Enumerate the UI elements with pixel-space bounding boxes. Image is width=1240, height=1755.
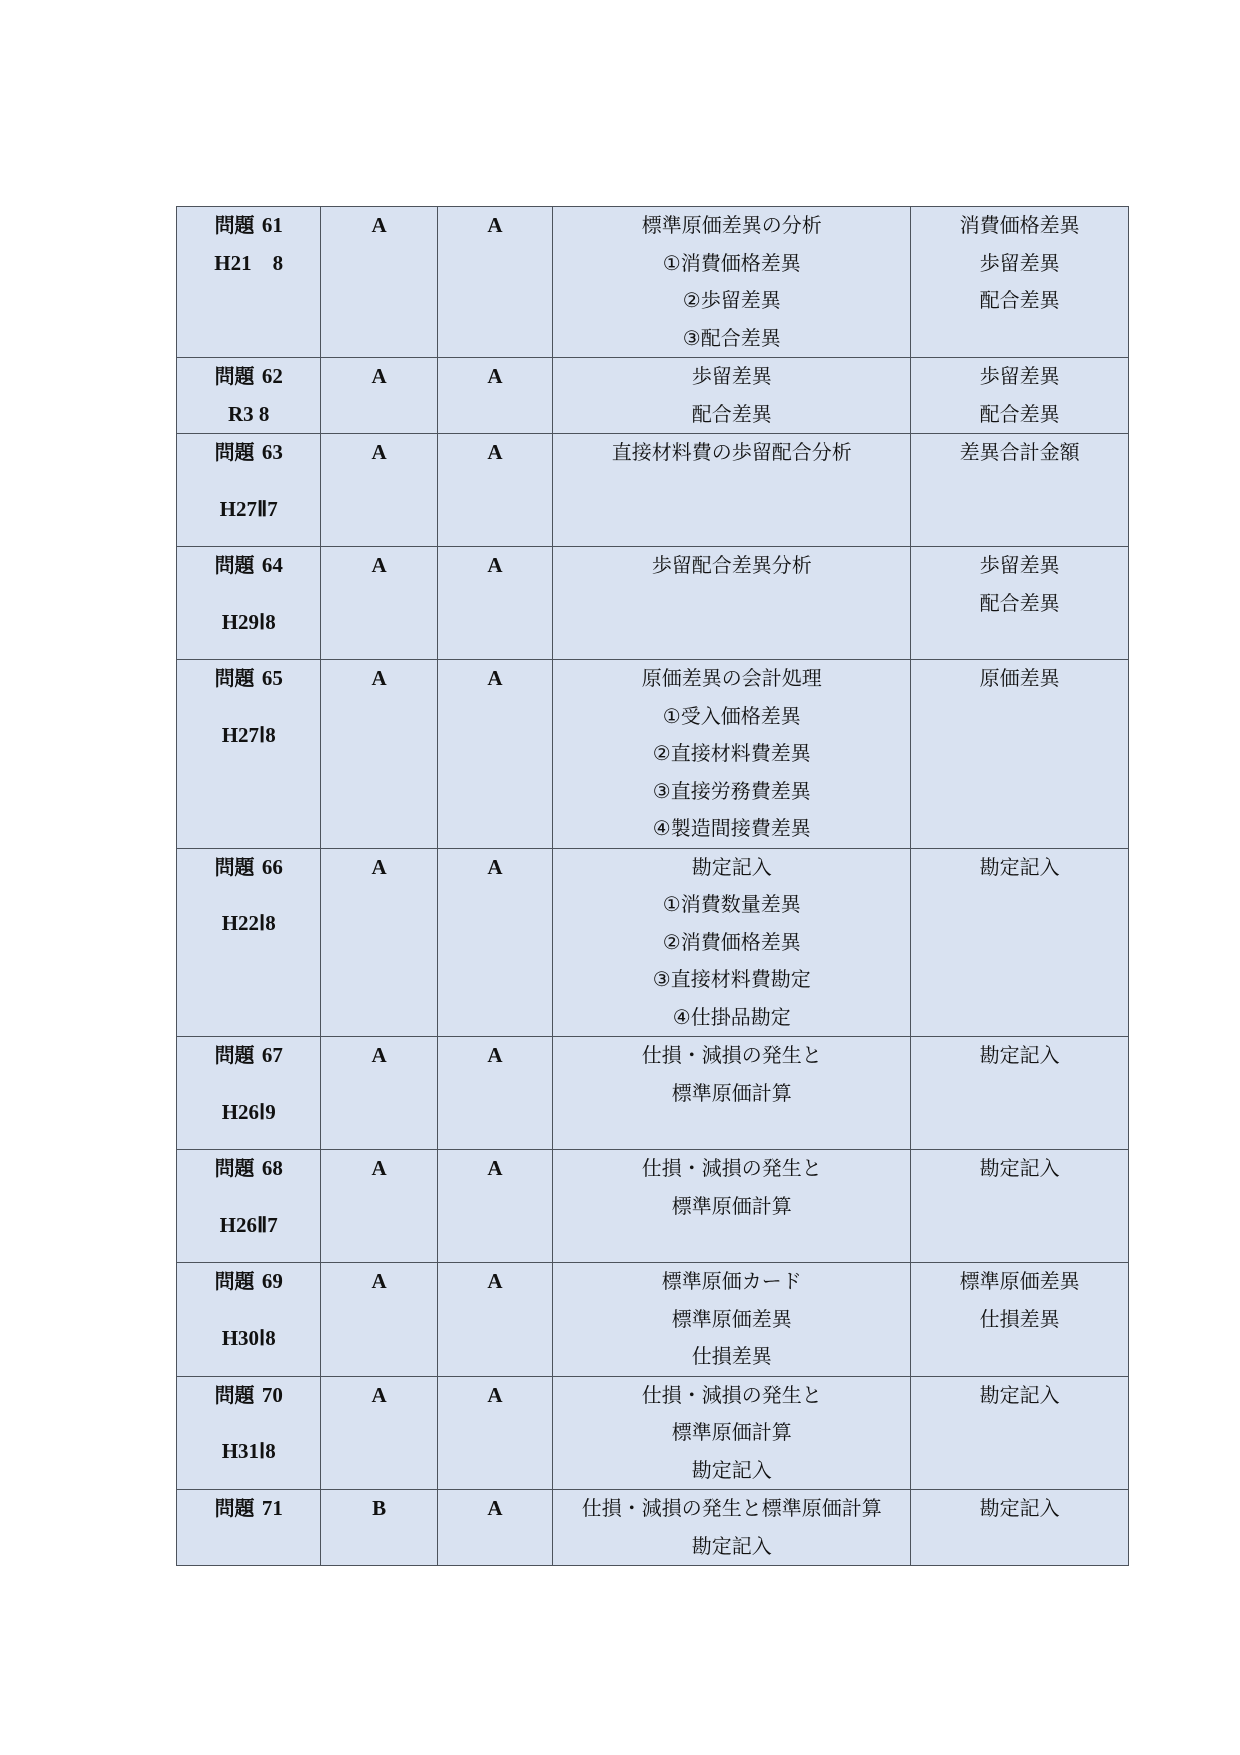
topic-line: 仕損・減損の発生と xyxy=(641,1156,822,1180)
table-row xyxy=(177,547,1129,660)
rank2-value: A xyxy=(487,1043,503,1067)
rank2-value: A xyxy=(487,364,503,388)
problem-label: 問題 xyxy=(214,1156,255,1180)
table-row xyxy=(177,1037,1129,1150)
rank2-value: A xyxy=(487,213,503,237)
answer-cell xyxy=(911,848,1129,1037)
topic-line: ②消費価格差異 xyxy=(662,929,801,954)
answer-cell xyxy=(911,547,1129,660)
answer-line: 勘定記入 xyxy=(979,1156,1060,1180)
rank2-cell xyxy=(437,1150,552,1263)
problem-id-cell xyxy=(177,207,321,358)
answer-line: 歩留差異 xyxy=(979,250,1060,275)
answer-cell xyxy=(911,1150,1129,1263)
problem-number xyxy=(177,660,320,698)
topic-line: 配合差異 xyxy=(691,401,772,426)
problem-label: 問題 xyxy=(214,213,255,237)
answer-line: 勘定記入 xyxy=(979,1496,1060,1520)
problem-source: H31Ⅰ8 xyxy=(221,1439,276,1463)
problem-number xyxy=(177,1150,320,1188)
topic-line: 標準原価差異の分析 xyxy=(641,213,822,237)
answer-line: 配合差異 xyxy=(979,590,1060,615)
rank1-value: A xyxy=(371,213,387,237)
topic-line: ③直接労務費差異 xyxy=(652,778,811,803)
rank2-value: A xyxy=(487,553,503,577)
rank2-cell xyxy=(437,1263,552,1377)
topic-line: 勘定記入 xyxy=(691,1533,772,1558)
answer-cell xyxy=(911,1490,1129,1566)
rank1-value: B xyxy=(372,1496,387,1520)
problem-id-cell xyxy=(177,1490,321,1566)
topic-line: 標準原価計算 xyxy=(671,1193,792,1218)
topic-cell xyxy=(553,547,911,660)
table-row xyxy=(177,434,1129,547)
problem-no: 70 xyxy=(261,1382,283,1407)
problem-number xyxy=(177,1037,320,1075)
rank2-cell xyxy=(437,1490,552,1566)
problem-number xyxy=(177,1377,320,1415)
rank1-value: A xyxy=(371,553,387,577)
topic-line: 勘定記入 xyxy=(691,854,772,879)
rank1-cell xyxy=(321,1490,437,1566)
answer-line: 勘定記入 xyxy=(979,1043,1060,1067)
answer-line: 勘定記入 xyxy=(979,1382,1060,1407)
problem-number xyxy=(177,1263,320,1301)
problem-id-cell xyxy=(177,547,321,660)
topic-cell xyxy=(553,434,911,547)
topic-line: 原価差異の会計処理 xyxy=(641,666,822,690)
problem-no: 67 xyxy=(261,1043,283,1067)
problem-number xyxy=(177,1490,320,1528)
problem-no: 64 xyxy=(261,553,283,577)
problem-no: 63 xyxy=(261,440,283,464)
rank1-value: A xyxy=(371,1156,387,1180)
topic-line: 標準原価計算 xyxy=(671,1420,792,1444)
topic-line: 仕損・減損の発生と xyxy=(641,1043,822,1067)
problem-source: H29Ⅰ8 xyxy=(221,609,276,634)
topic-cell xyxy=(553,1263,911,1377)
answer-cell xyxy=(911,358,1129,434)
problem-no: 69 xyxy=(261,1269,283,1293)
topic-line: 仕損差異 xyxy=(691,1344,772,1368)
topic-line: 仕損・減損の発生と標準原価計算 xyxy=(581,1496,882,1520)
topic-cell xyxy=(553,1490,911,1566)
problem-id-cell xyxy=(177,434,321,547)
rank1-cell xyxy=(321,1150,437,1263)
rank2-value: A xyxy=(487,1156,503,1180)
problem-source: R3 8 xyxy=(228,401,270,426)
problem-label: 問題 xyxy=(214,1496,255,1520)
topic-line: ①受入価格差異 xyxy=(662,703,801,728)
answer-line: 配合差異 xyxy=(979,401,1060,426)
table-row xyxy=(177,1150,1129,1263)
answer-line: 原価差異 xyxy=(979,666,1060,690)
problem-label: 問題 xyxy=(214,1043,255,1067)
rank2-cell xyxy=(437,1037,552,1150)
topic-cell xyxy=(553,1376,911,1490)
rank2-cell xyxy=(437,434,552,547)
answer-line: 歩留差異 xyxy=(979,364,1060,388)
problem-table-body xyxy=(177,207,1129,1566)
topic-cell xyxy=(553,848,911,1037)
rank1-value: A xyxy=(371,666,387,690)
problem-table xyxy=(176,206,1129,1566)
topic-line: 勘定記入 xyxy=(691,1457,772,1482)
problem-source: H26Ⅱ7 xyxy=(219,1212,278,1237)
topic-line: 標準原価差異 xyxy=(671,1306,792,1331)
problem-label: 問題 xyxy=(214,1269,255,1293)
rank2-cell xyxy=(437,547,552,660)
rank2-value: A xyxy=(487,1496,503,1520)
problem-label: 問題 xyxy=(214,1382,255,1407)
problem-id-cell xyxy=(177,358,321,434)
rank1-value: A xyxy=(371,1269,387,1293)
topic-line: ④製造間接費差異 xyxy=(652,816,811,840)
problem-no: 71 xyxy=(261,1496,283,1520)
problem-source: H26Ⅰ9 xyxy=(221,1099,276,1124)
rank1-value: A xyxy=(371,1382,387,1407)
rank1-value: A xyxy=(371,440,387,464)
answer-line: 仕損差異 xyxy=(979,1306,1060,1331)
topic-line: 直接材料費の歩留配合分析 xyxy=(611,440,852,464)
rank1-value: A xyxy=(371,1043,387,1067)
problem-no: 61 xyxy=(261,213,283,237)
problem-number xyxy=(177,434,320,472)
problem-source: H22Ⅰ8 xyxy=(221,911,276,935)
answer-cell xyxy=(911,1263,1129,1377)
rank1-value: A xyxy=(371,854,387,879)
problem-id-cell xyxy=(177,1376,321,1490)
problem-source xyxy=(177,1528,320,1566)
problem-source: H27Ⅱ7 xyxy=(219,496,278,521)
topic-cell xyxy=(553,660,911,849)
problem-label: 問題 xyxy=(214,440,255,464)
table-row xyxy=(177,207,1129,358)
rank1-value: A xyxy=(371,364,387,388)
rank1-cell xyxy=(321,848,437,1037)
answer-line: 歩留差異 xyxy=(979,553,1060,577)
topic-line: ③直接材料費勘定 xyxy=(652,967,811,991)
topic-line: ③配合差異 xyxy=(682,325,781,350)
table-row xyxy=(177,1376,1129,1490)
topic-line: ①消費価格差異 xyxy=(662,250,801,275)
table-row xyxy=(177,358,1129,434)
rank2-value: A xyxy=(487,854,503,879)
answer-line: 標準原価差異 xyxy=(959,1269,1080,1293)
rank1-cell xyxy=(321,660,437,849)
topic-line: 歩留配合差異分析 xyxy=(651,553,812,577)
topic-line: ①消費数量差異 xyxy=(662,892,801,916)
problem-number xyxy=(177,547,320,585)
rank1-cell xyxy=(321,547,437,660)
rank2-cell xyxy=(437,207,552,358)
problem-label: 問題 xyxy=(214,364,255,388)
topic-cell xyxy=(553,358,911,434)
problem-source: H21 8 xyxy=(214,250,284,275)
rank1-cell xyxy=(321,207,437,358)
problem-id-cell xyxy=(177,660,321,849)
rank1-cell xyxy=(321,1376,437,1490)
topic-line: ②直接材料費差異 xyxy=(652,741,811,765)
problem-source: H27Ⅰ8 xyxy=(221,722,276,747)
rank2-value: A xyxy=(487,1382,503,1407)
answer-cell xyxy=(911,1376,1129,1490)
answer-line: 配合差異 xyxy=(979,288,1060,312)
table-row xyxy=(177,1263,1129,1377)
problem-no: 65 xyxy=(261,666,283,690)
rank1-cell xyxy=(321,1037,437,1150)
rank1-cell xyxy=(321,1263,437,1377)
problem-no: 66 xyxy=(261,854,283,879)
topic-line: 仕損・減損の発生と xyxy=(641,1382,822,1407)
table-row xyxy=(177,1490,1129,1566)
problem-id-cell xyxy=(177,848,321,1037)
answer-line: 勘定記入 xyxy=(979,854,1060,879)
rank2-cell xyxy=(437,1376,552,1490)
answer-line: 消費価格差異 xyxy=(959,213,1080,237)
rank2-cell xyxy=(437,848,552,1037)
rank2-cell xyxy=(437,660,552,849)
problem-label: 問題 xyxy=(214,854,255,879)
problem-id-cell xyxy=(177,1263,321,1377)
topic-line: 歩留差異 xyxy=(691,364,772,388)
rank2-value: A xyxy=(487,666,503,690)
problem-no: 68 xyxy=(261,1156,283,1180)
problem-no: 62 xyxy=(261,364,283,388)
problem-id-cell xyxy=(177,1150,321,1263)
rank2-cell xyxy=(437,358,552,434)
topic-cell xyxy=(553,1150,911,1263)
problem-label: 問題 xyxy=(214,666,255,690)
table-row xyxy=(177,848,1129,1037)
answer-cell xyxy=(911,660,1129,849)
problem-number xyxy=(177,849,320,887)
problem-number xyxy=(177,207,320,245)
problem-label: 問題 xyxy=(214,553,255,577)
answer-cell xyxy=(911,1037,1129,1150)
topic-line: 標準原価カード xyxy=(661,1269,802,1293)
problem-id-cell xyxy=(177,1037,321,1150)
topic-line: ②歩留差異 xyxy=(682,288,781,312)
problem-number xyxy=(177,358,320,396)
topic-line: 標準原価計算 xyxy=(671,1080,792,1105)
topic-cell xyxy=(553,1037,911,1150)
answer-line: 差異合計金額 xyxy=(959,440,1080,464)
rank2-value: A xyxy=(487,1269,503,1293)
rank1-cell xyxy=(321,434,437,547)
table-row xyxy=(177,660,1129,849)
rank1-cell xyxy=(321,358,437,434)
answer-cell xyxy=(911,207,1129,358)
rank2-value: A xyxy=(487,440,503,464)
topic-cell xyxy=(553,207,911,358)
answer-cell xyxy=(911,434,1129,547)
topic-line: ④仕掛品勘定 xyxy=(672,1004,791,1029)
problem-source: H30Ⅰ8 xyxy=(221,1325,276,1350)
